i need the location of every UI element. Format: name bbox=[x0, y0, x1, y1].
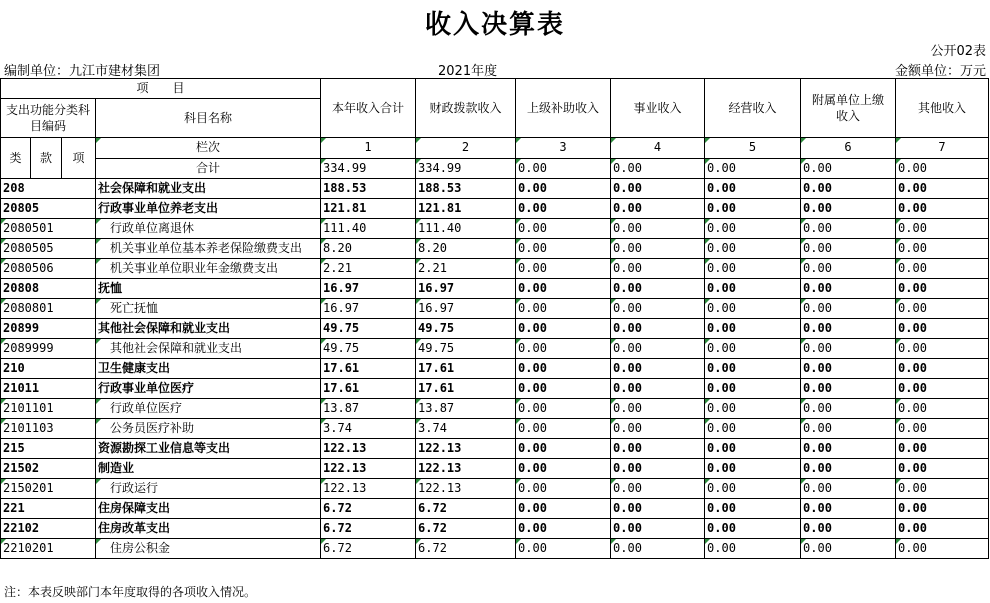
row-value-col-4: 0.00 bbox=[611, 439, 705, 459]
row-value-col-6: 0.00 bbox=[801, 379, 896, 399]
row-value-col-4: 0.00 bbox=[611, 339, 705, 359]
row-code: 22102 bbox=[1, 519, 96, 539]
row-value-col-1: 122.13 bbox=[321, 439, 416, 459]
row-value-col-7: 0.00 bbox=[896, 419, 989, 439]
row-value-col-5: 0.00 bbox=[705, 199, 801, 219]
row-value-col-4: 0.00 bbox=[611, 519, 705, 539]
col-num-5: 5 bbox=[705, 138, 801, 159]
header-lei: 类 bbox=[1, 138, 31, 179]
row-value-col-1: 13.87 bbox=[321, 399, 416, 419]
income-table bbox=[0, 78, 989, 559]
row-value-col-1: 8.20 bbox=[321, 239, 416, 259]
header-lanci: 栏次 bbox=[96, 138, 321, 159]
meta-row bbox=[4, 60, 986, 78]
col-num-4: 4 bbox=[611, 138, 705, 159]
row-value-col-5: 0.00 bbox=[705, 239, 801, 259]
row-value-col-7: 0.00 bbox=[896, 359, 989, 379]
row-value-col-6: 0.00 bbox=[801, 179, 896, 199]
col-num-3: 3 bbox=[516, 138, 611, 159]
row-value-col-4: 0.00 bbox=[611, 539, 705, 559]
table-row bbox=[1, 519, 989, 539]
row-value-col-2: 6.72 bbox=[416, 499, 516, 519]
row-value-col-7: 0.00 bbox=[896, 239, 989, 259]
table-row bbox=[1, 299, 989, 319]
header-xiang: 项 bbox=[62, 138, 96, 179]
row-value-col-3: 0.00 bbox=[516, 199, 611, 219]
table-row bbox=[1, 319, 989, 339]
row-value-col-6: 0.00 bbox=[801, 499, 896, 519]
row-value-col-7: 0.00 bbox=[896, 399, 989, 419]
row-value-col-1: 121.81 bbox=[321, 199, 416, 219]
row-value-col-4: 0.00 bbox=[611, 499, 705, 519]
row-code: 221 bbox=[1, 499, 96, 519]
row-value-col-3: 0.00 bbox=[516, 399, 611, 419]
row-name: 行政单位医疗 bbox=[96, 399, 321, 419]
row-value-col-4: 0.00 bbox=[611, 279, 705, 299]
row-value-col-6: 0.00 bbox=[801, 279, 896, 299]
total-label: 合计 bbox=[96, 158, 321, 179]
row-value-col-1: 122.13 bbox=[321, 459, 416, 479]
form-number: 公开02表 bbox=[930, 44, 986, 59]
row-value-col-7: 0.00 bbox=[896, 279, 989, 299]
total-cell: 0.00 bbox=[516, 158, 611, 179]
table-row bbox=[1, 379, 989, 399]
row-code: 21011 bbox=[1, 379, 96, 399]
row-value-col-6: 0.00 bbox=[801, 239, 896, 259]
row-name: 住房保障支出 bbox=[96, 499, 321, 519]
col-num-1: 1 bbox=[321, 138, 416, 159]
row-value-col-1: 3.74 bbox=[321, 419, 416, 439]
row-value-col-4: 0.00 bbox=[611, 219, 705, 239]
row-value-col-4: 0.00 bbox=[611, 299, 705, 319]
row-name: 卫生健康支出 bbox=[96, 359, 321, 379]
row-value-col-6: 0.00 bbox=[801, 319, 896, 339]
row-name: 行政运行 bbox=[96, 479, 321, 499]
table-row bbox=[1, 539, 989, 559]
header-col-1: 本年收入合计 bbox=[321, 79, 416, 138]
table-row bbox=[1, 499, 989, 519]
row-value-col-1: 49.75 bbox=[321, 319, 416, 339]
row-value-col-4: 0.00 bbox=[611, 259, 705, 279]
amount-unit: 金额单位：万元 bbox=[894, 64, 986, 79]
row-name: 社会保障和就业支出 bbox=[96, 179, 321, 199]
row-value-col-5: 0.00 bbox=[705, 259, 801, 279]
row-name: 住房改革支出 bbox=[96, 519, 321, 539]
row-name: 其他社会保障和就业支出 bbox=[96, 339, 321, 359]
total-cell: 0.00 bbox=[611, 158, 705, 179]
row-value-col-3: 0.00 bbox=[516, 259, 611, 279]
row-code: 2101103 bbox=[1, 419, 96, 439]
row-value-col-7: 0.00 bbox=[896, 539, 989, 559]
row-value-col-6: 0.00 bbox=[801, 219, 896, 239]
row-name: 行政单位离退休 bbox=[96, 219, 321, 239]
row-value-col-1: 111.40 bbox=[321, 219, 416, 239]
row-value-col-2: 121.81 bbox=[416, 199, 516, 219]
header-col-7: 其他收入 bbox=[896, 79, 989, 138]
row-value-col-2: 17.61 bbox=[416, 359, 516, 379]
row-value-col-7: 0.00 bbox=[896, 519, 989, 539]
header-col-2: 财政拨款收入 bbox=[416, 79, 516, 138]
row-value-col-2: 16.97 bbox=[416, 279, 516, 299]
row-value-col-6: 0.00 bbox=[801, 339, 896, 359]
row-value-col-5: 0.00 bbox=[705, 519, 801, 539]
row-value-col-5: 0.00 bbox=[705, 319, 801, 339]
row-value-col-2: 49.75 bbox=[416, 339, 516, 359]
row-value-col-2: 13.87 bbox=[416, 399, 516, 419]
row-value-col-2: 17.61 bbox=[416, 379, 516, 399]
row-value-col-4: 0.00 bbox=[611, 479, 705, 499]
row-value-col-4: 0.00 bbox=[611, 319, 705, 339]
row-value-col-5: 0.00 bbox=[705, 379, 801, 399]
row-value-col-7: 0.00 bbox=[896, 499, 989, 519]
row-code: 2080801 bbox=[1, 299, 96, 319]
page-title: 收入决算表 bbox=[424, 10, 565, 40]
table-row bbox=[1, 259, 989, 279]
row-value-col-1: 188.53 bbox=[321, 179, 416, 199]
row-value-col-4: 0.00 bbox=[611, 419, 705, 439]
row-value-col-7: 0.00 bbox=[896, 439, 989, 459]
row-value-col-7: 0.00 bbox=[896, 339, 989, 359]
row-value-col-6: 0.00 bbox=[801, 479, 896, 499]
row-code: 2101101 bbox=[1, 399, 96, 419]
row-value-col-2: 122.13 bbox=[416, 439, 516, 459]
row-value-col-6: 0.00 bbox=[801, 419, 896, 439]
row-value-col-2: 6.72 bbox=[416, 539, 516, 559]
row-value-col-5: 0.00 bbox=[705, 399, 801, 419]
row-name: 制造业 bbox=[96, 459, 321, 479]
header-name: 科目名称 bbox=[96, 99, 321, 138]
row-value-col-5: 0.00 bbox=[705, 299, 801, 319]
table-row bbox=[1, 439, 989, 459]
row-value-col-2: 111.40 bbox=[416, 219, 516, 239]
row-value-col-6: 0.00 bbox=[801, 399, 896, 419]
row-value-col-2: 49.75 bbox=[416, 319, 516, 339]
table-row bbox=[1, 359, 989, 379]
row-value-col-1: 16.97 bbox=[321, 279, 416, 299]
row-value-col-2: 8.20 bbox=[416, 239, 516, 259]
row-value-col-5: 0.00 bbox=[705, 439, 801, 459]
row-value-col-4: 0.00 bbox=[611, 239, 705, 259]
row-code: 2089999 bbox=[1, 339, 96, 359]
row-value-col-1: 6.72 bbox=[321, 519, 416, 539]
row-value-col-3: 0.00 bbox=[516, 479, 611, 499]
header-col-4: 事业收入 bbox=[611, 79, 705, 138]
row-value-col-2: 122.13 bbox=[416, 479, 516, 499]
row-value-col-1: 17.61 bbox=[321, 359, 416, 379]
row-code: 20808 bbox=[1, 279, 96, 299]
row-value-col-4: 0.00 bbox=[611, 179, 705, 199]
row-code: 2080505 bbox=[1, 239, 96, 259]
row-value-col-6: 0.00 bbox=[801, 459, 896, 479]
row-value-col-2: 2.21 bbox=[416, 259, 516, 279]
row-value-col-7: 0.00 bbox=[896, 299, 989, 319]
row-code: 20805 bbox=[1, 199, 96, 219]
row-value-col-5: 0.00 bbox=[705, 339, 801, 359]
row-code: 2080501 bbox=[1, 219, 96, 239]
row-code: 2150201 bbox=[1, 479, 96, 499]
row-name: 抚恤 bbox=[96, 279, 321, 299]
header-code: 支出功能分类科目编码 bbox=[1, 99, 96, 138]
row-value-col-1: 6.72 bbox=[321, 499, 416, 519]
total-cell: 334.99 bbox=[321, 158, 416, 179]
row-value-col-5: 0.00 bbox=[705, 499, 801, 519]
row-value-col-2: 6.72 bbox=[416, 519, 516, 539]
col-num-2: 2 bbox=[416, 138, 516, 159]
row-value-col-1: 17.61 bbox=[321, 379, 416, 399]
table-row bbox=[1, 199, 989, 219]
row-value-col-3: 0.00 bbox=[516, 459, 611, 479]
row-value-col-5: 0.00 bbox=[705, 419, 801, 439]
row-value-col-2: 3.74 bbox=[416, 419, 516, 439]
row-code: 20899 bbox=[1, 319, 96, 339]
fiscal-year: 2021年度 bbox=[438, 64, 498, 79]
table-row bbox=[1, 279, 989, 299]
row-value-col-7: 0.00 bbox=[896, 379, 989, 399]
row-value-col-7: 0.00 bbox=[896, 259, 989, 279]
row-value-col-7: 0.00 bbox=[896, 459, 989, 479]
row-value-col-3: 0.00 bbox=[516, 539, 611, 559]
row-name: 机关事业单位职业年金缴费支出 bbox=[96, 259, 321, 279]
row-value-col-6: 0.00 bbox=[801, 439, 896, 459]
table-row bbox=[1, 339, 989, 359]
row-name: 其他社会保障和就业支出 bbox=[96, 319, 321, 339]
row-value-col-3: 0.00 bbox=[516, 439, 611, 459]
row-value-col-3: 0.00 bbox=[516, 359, 611, 379]
row-value-col-3: 0.00 bbox=[516, 339, 611, 359]
table-row bbox=[1, 459, 989, 479]
row-value-col-1: 2.21 bbox=[321, 259, 416, 279]
row-value-col-1: 16.97 bbox=[321, 299, 416, 319]
row-value-col-7: 0.00 bbox=[896, 479, 989, 499]
row-name: 行政事业单位养老支出 bbox=[96, 199, 321, 219]
row-value-col-6: 0.00 bbox=[801, 259, 896, 279]
total-cell: 0.00 bbox=[801, 158, 896, 179]
row-name: 行政事业单位医疗 bbox=[96, 379, 321, 399]
row-name: 公务员医疗补助 bbox=[96, 419, 321, 439]
row-value-col-3: 0.00 bbox=[516, 219, 611, 239]
row-value-col-7: 0.00 bbox=[896, 179, 989, 199]
row-value-col-3: 0.00 bbox=[516, 499, 611, 519]
row-value-col-2: 16.97 bbox=[416, 299, 516, 319]
row-value-col-5: 0.00 bbox=[705, 539, 801, 559]
row-value-col-3: 0.00 bbox=[516, 179, 611, 199]
row-value-col-7: 0.00 bbox=[896, 199, 989, 219]
row-name: 机关事业单位基本养老保险缴费支出 bbox=[96, 239, 321, 259]
row-code: 2080506 bbox=[1, 259, 96, 279]
row-value-col-4: 0.00 bbox=[611, 199, 705, 219]
row-value-col-1: 6.72 bbox=[321, 539, 416, 559]
row-value-col-4: 0.00 bbox=[611, 359, 705, 379]
row-value-col-5: 0.00 bbox=[705, 479, 801, 499]
row-value-col-4: 0.00 bbox=[611, 379, 705, 399]
header-col-3: 上级补助收入 bbox=[516, 79, 611, 138]
row-value-col-5: 0.00 bbox=[705, 279, 801, 299]
row-value-col-1: 122.13 bbox=[321, 479, 416, 499]
row-value-col-3: 0.00 bbox=[516, 279, 611, 299]
total-cell: 334.99 bbox=[416, 158, 516, 179]
row-value-col-3: 0.00 bbox=[516, 319, 611, 339]
row-value-col-5: 0.00 bbox=[705, 219, 801, 239]
total-cell: 0.00 bbox=[896, 158, 989, 179]
row-value-col-2: 122.13 bbox=[416, 459, 516, 479]
row-code: 2210201 bbox=[1, 539, 96, 559]
row-value-col-3: 0.00 bbox=[516, 239, 611, 259]
table-row bbox=[1, 479, 989, 499]
row-value-col-6: 0.00 bbox=[801, 199, 896, 219]
table-row bbox=[1, 239, 989, 259]
header-col-6: 附属单位上缴收入 bbox=[801, 79, 896, 138]
row-code: 210 bbox=[1, 359, 96, 379]
row-value-col-7: 0.00 bbox=[896, 319, 989, 339]
header-col-5: 经营收入 bbox=[705, 79, 801, 138]
total-cell: 0.00 bbox=[705, 158, 801, 179]
row-value-col-5: 0.00 bbox=[705, 179, 801, 199]
row-value-col-5: 0.00 bbox=[705, 459, 801, 479]
row-name: 死亡抚恤 bbox=[96, 299, 321, 319]
row-name: 资源勘探工业信息等支出 bbox=[96, 439, 321, 459]
row-value-col-1: 49.75 bbox=[321, 339, 416, 359]
row-value-col-6: 0.00 bbox=[801, 519, 896, 539]
header-item: 项 目 bbox=[1, 79, 321, 99]
row-value-col-3: 0.00 bbox=[516, 419, 611, 439]
col-num-6: 6 bbox=[801, 138, 896, 159]
row-value-col-5: 0.00 bbox=[705, 359, 801, 379]
header-kuan: 款 bbox=[31, 138, 62, 179]
row-value-col-3: 0.00 bbox=[516, 519, 611, 539]
table-row bbox=[1, 219, 989, 239]
row-value-col-6: 0.00 bbox=[801, 359, 896, 379]
row-value-col-4: 0.00 bbox=[611, 459, 705, 479]
col-num-7: 7 bbox=[896, 138, 989, 159]
table-row bbox=[1, 179, 989, 199]
row-code: 21502 bbox=[1, 459, 96, 479]
row-value-col-7: 0.00 bbox=[896, 219, 989, 239]
row-code: 208 bbox=[1, 179, 96, 199]
row-code: 215 bbox=[1, 439, 96, 459]
row-value-col-3: 0.00 bbox=[516, 299, 611, 319]
row-value-col-3: 0.00 bbox=[516, 379, 611, 399]
row-value-col-6: 0.00 bbox=[801, 299, 896, 319]
table-row bbox=[1, 399, 989, 419]
table-row bbox=[1, 419, 989, 439]
row-value-col-6: 0.00 bbox=[801, 539, 896, 559]
row-name: 住房公积金 bbox=[96, 539, 321, 559]
compiling-unit: 编制单位：九江市建材集团 bbox=[4, 64, 161, 79]
row-value-col-2: 188.53 bbox=[416, 179, 516, 199]
row-value-col-4: 0.00 bbox=[611, 399, 705, 419]
footnote: 注：本表反映部门本年度取得的各项收入情况。 bbox=[4, 585, 257, 599]
